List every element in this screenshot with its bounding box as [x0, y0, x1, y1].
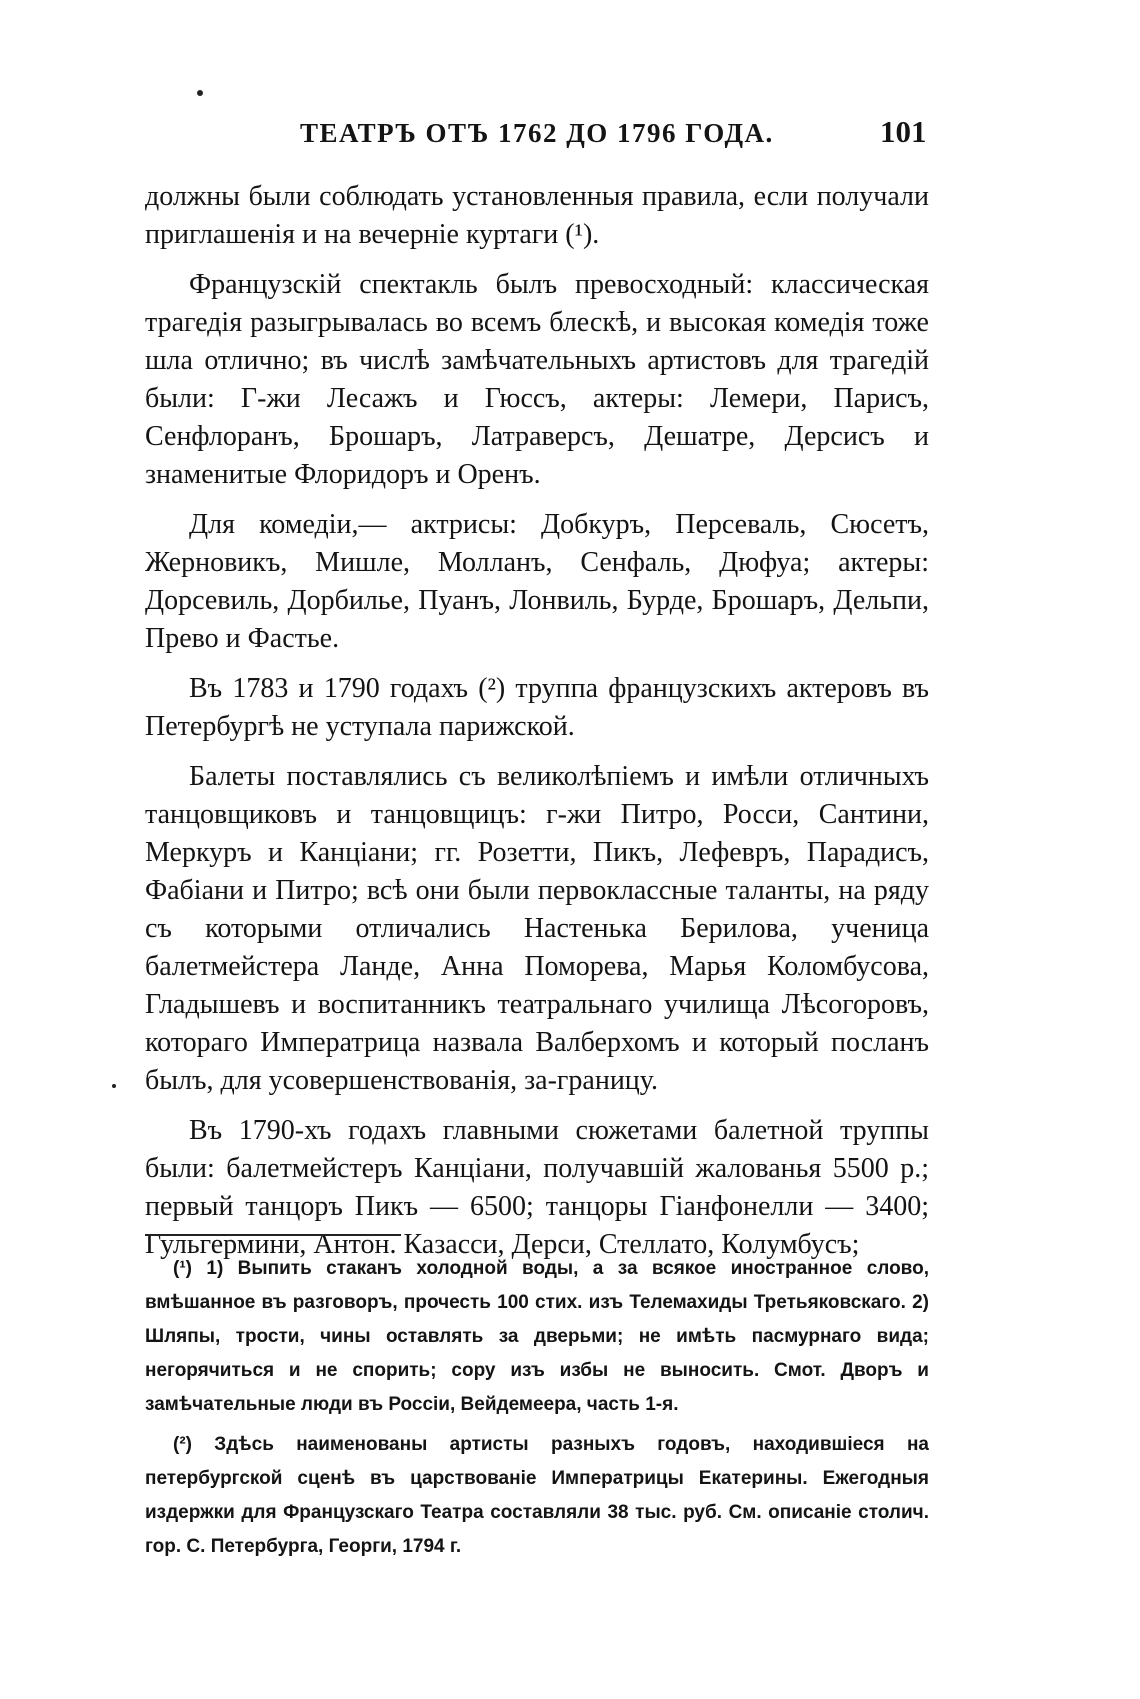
- paragraph: Балеты поставлялись съ великолѣпіемъ и имѣли отличныхъ танцовщиковъ и танцовщицъ: г-жи Питро, Росси, Сантини, Меркуръ и Канціани; гг. Розетти, Пикъ, Лефевръ, Парадисъ, Фабіани и Питро; всѣ они были первоклассные таланты, на ряду съ которыми отличались Настенька Берилова, ученица балетмейстера Ланде, Анна Поморева, Марья Коломбусова, Гладышевъ и воспитанникъ театральнаго училища Лѣсогоровъ, котораго Императрица назвала Валберхомъ и который посланъ былъ, для усовершенствованія, за-границу.: [145, 761, 929, 1096]
- paragraph: Въ 1783 и 1790 годахъ (²) труппа французскихъ актеровъ въ Петербургѣ не уступала парижской.: [145, 673, 929, 742]
- paragraph: Для комедіи,— актрисы: Добкуръ, Персеваль, Сюсетъ, Жерновикъ, Мишле, Молланъ, Сенфаль, Дюфуа; актеры: Дорсевиль, Дорбилье, Пуанъ, Лонвиль, Бурде, Брошаръ, Дельпи, Прево и Фастье.: [145, 509, 929, 654]
- page-number: 101: [880, 114, 927, 149]
- footnotes: [145, 1252, 929, 1570]
- paragraph: должны были соблюдать установленныя правила, если получали приглашенія и на вечерніе куртаги (¹).: [145, 181, 929, 250]
- print-speck: [197, 90, 203, 96]
- paragraph: Въ 1790-хъ годахъ главными сюжетами балетной труппы были: балетмейстеръ Канціани, получавшій жалованья 5500 р.; первый танцоръ Пикъ — 6500; танцоры Гіанфонелли — 3400; Гульгермини, Антон. Казасси, Дерси, Стеллато, Колумбусъ;: [145, 1115, 929, 1260]
- footnote-1: (¹) 1) Выпить стаканъ холодной воды, а за всякое иностранное слово, вмѣшанное въ разговоръ, прочесть 100 стих. изъ Телемахиды Третьяковскаго. 2) Шляпы, трости, чины оставлять за дверьми; не имѣть пасмурнаго вида; негорячиться и не спорить; сору изъ избы не выносить. Смот. Дворъ и замѣчательные люди въ Россіи, Вейдемеера, часть 1-я.: [145, 1258, 929, 1415]
- running-title: ТЕАТРЪ ОТЪ 1762 ДО 1796 ГОДА.: [300, 118, 774, 148]
- footnote-2: (²) Здѣсь наименованы артисты разныхъ годовъ, находившіеся на петербургской сценѣ въ царствованіе Императрицы Екатерины. Ежегодныя издержки для Французскаго Театра составляли 38 тыс. руб. См. описаніе столич. гор. С. Петербурга, Георги, 1794 г.: [145, 1434, 929, 1557]
- print-speck: [112, 1084, 116, 1088]
- main-text: [145, 178, 929, 1276]
- footnote-separator: [145, 1234, 401, 1236]
- paragraph: Французскій спектакль былъ превосходный: классическая трагедія разыгрывалась во всемъ блескѣ, и высокая комедія тоже шла отлично; въ числѣ замѣчательныхъ артистовъ для трагедій были: Г-жи Лесажъ и Гюссъ, актеры: Лемери, Парисъ, Сенфлоранъ, Брошаръ, Латраверсъ, Дешатре, Дерсисъ и знаменитые Флоридоръ и Оренъ.: [145, 269, 929, 490]
